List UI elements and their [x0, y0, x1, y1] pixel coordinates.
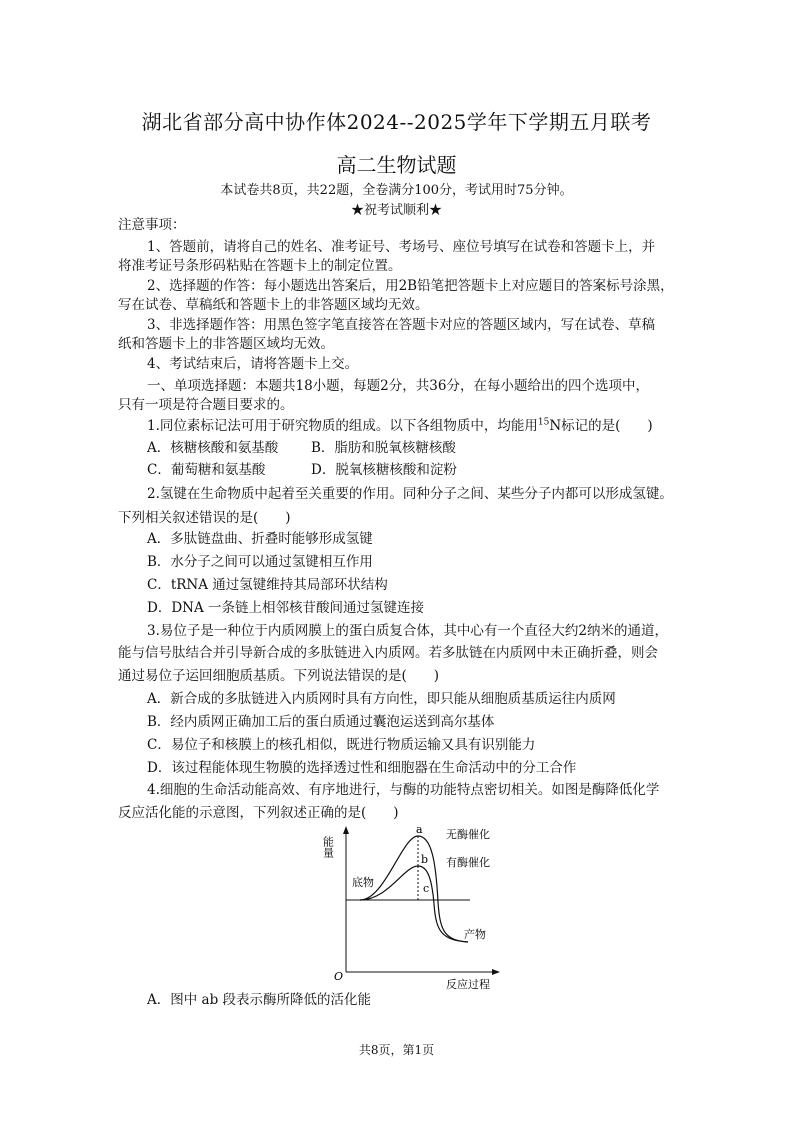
notice-line: 纸和答题卡上的非答题区域均无效。 — [118, 336, 334, 352]
q4-option-a: A．图中 ab 段表示酶所降低的活化能 — [147, 992, 372, 1008]
q1-stem-text: N标记的是( ) — [549, 418, 653, 434]
point-a-label: a — [416, 823, 423, 836]
q3-option-b: B．经内质网正确加工后的蛋白质通过囊泡运送到高尔基体 — [147, 714, 495, 730]
q3-stem: 能与信号肽结合并引导新合成的多肽链进入内质网。若多肽链在内质网中未正确折叠，则会 — [118, 645, 658, 661]
q1-stem-text: 1.同位素标记法可用于研究物质的组成。以下各组物质中，均能用 — [147, 418, 538, 434]
origin-label: O — [334, 970, 344, 983]
q2-option-b: B．水分子之间可以通过氢键相互作用 — [147, 554, 373, 570]
q4-stem: 4.细胞的生命活动能高效、有序地进行，与酶的功能特点密切相关。如图是酶降低化学 — [147, 782, 660, 798]
notice-line: 4、考试结束后，请将答题卡上交。 — [147, 356, 359, 372]
exam-subtitle: 高二生物试题 — [336, 153, 457, 177]
q3-option-a: A．新合成的多肽链进入内质网时具有方向性，即只能从细胞质基质运往内质网 — [147, 691, 616, 707]
notice-line: 1、答题前，请将自己的姓名、准考证号、考场号、座位号填写在试卷和答题卡上，并 — [147, 239, 656, 255]
q2-stem: 下列相关叙述错误的是( ) — [118, 510, 291, 526]
q2-option-c: C．tRNA 通过氢键维持其局部环状结构 — [147, 577, 388, 593]
q1-option-c: C．葡萄糖和氨基酸 — [147, 462, 266, 478]
exam-wish: ★祝考试顺利★ — [350, 203, 442, 218]
notice-line: 写在试卷、草稿纸和答题卡上的非答题区域均无效。 — [118, 297, 429, 313]
q2-stem: 2.氢键在生命物质中起着至关重要的作用。同种分子之间、某些分子内都可以形成氢键。 — [147, 486, 673, 502]
q3-option-c: C．易位子和核膜上的核孔相似，既进行物质运输又具有识别能力 — [147, 737, 536, 753]
curve-enzyme-label: 有酶催化 — [446, 856, 490, 869]
y-axis-arrow — [343, 826, 349, 834]
q2-option-a: A．多肽链盘曲、折叠时能够形成氢键 — [147, 531, 373, 547]
activation-energy-figure — [320, 822, 500, 992]
section-heading: 只有一项是符合题目要求的。 — [118, 397, 294, 413]
q1-option-a: A．核糖核酸和氨基酸 — [147, 440, 279, 456]
q3-option-d: D．该过程能体现生物膜的选择透过性和细胞器在生命活动中的分工合作 — [147, 760, 577, 776]
point-b-label: b — [421, 853, 429, 866]
curve-no-enzyme-label: 无酶催化 — [446, 828, 490, 841]
q4-stem: 反应活化能的示意图，下列叙述正确的是( ) — [118, 805, 399, 821]
substrate-label: 底物 — [352, 876, 374, 889]
exam-info: 本试卷共8页，共22题，全卷满分100分，考试用时75分钟。 — [220, 183, 573, 198]
section-heading: 一、单项选择题：本题共18小题，每题2分，共36分，在每小题给出的四个选项中， — [147, 378, 649, 394]
x-axis-label: 反应过程 — [446, 978, 490, 991]
page-footer: 共8页，第1页 — [358, 1043, 435, 1057]
q3-stem: 通过易位子运回细胞质基质。下列说法错误的是( ) — [118, 668, 440, 684]
q2-option-d: D．DNA 一条链上相邻核苷酸间通过氢键连接 — [147, 600, 424, 616]
q1-option-b: B．脂肪和脱氧核糖核酸 — [311, 440, 456, 456]
notice-line: 将准考证号条形码粘贴在答题卡上的制定位置。 — [118, 258, 402, 274]
q1-option-d: D．脱氧核糖核酸和淀粉 — [311, 462, 457, 478]
exam-title: 湖北省部分高中协作体2024--2025学年下学期五月联考 — [141, 110, 652, 134]
q1-stem — [147, 416, 653, 436]
notice-line: 2、选择题的作答：每小题选出答案后，用2B铅笔把答题卡上对应题目的答案标号涂黑， — [147, 278, 674, 294]
enzyme-curve — [360, 866, 468, 942]
notice-heading: 注意事项： — [118, 217, 186, 233]
no-enzyme-curve — [360, 836, 468, 942]
q1-superscript: 15 — [537, 417, 550, 428]
q3-stem: 3.易位子是一种位于内质网膜上的蛋白质复合体，其中心有一个直径大约2纳米的通道， — [147, 623, 668, 639]
point-c-label: c — [423, 882, 430, 895]
y-axis-label: 能量 — [321, 836, 335, 858]
x-axis-arrow — [492, 969, 500, 975]
notice-line: 3、非选择题作答：用黑色签字笔直接答在答题卡对应的答题区域内，写在试卷、草稿 — [147, 317, 656, 333]
product-label: 产物 — [464, 928, 486, 941]
